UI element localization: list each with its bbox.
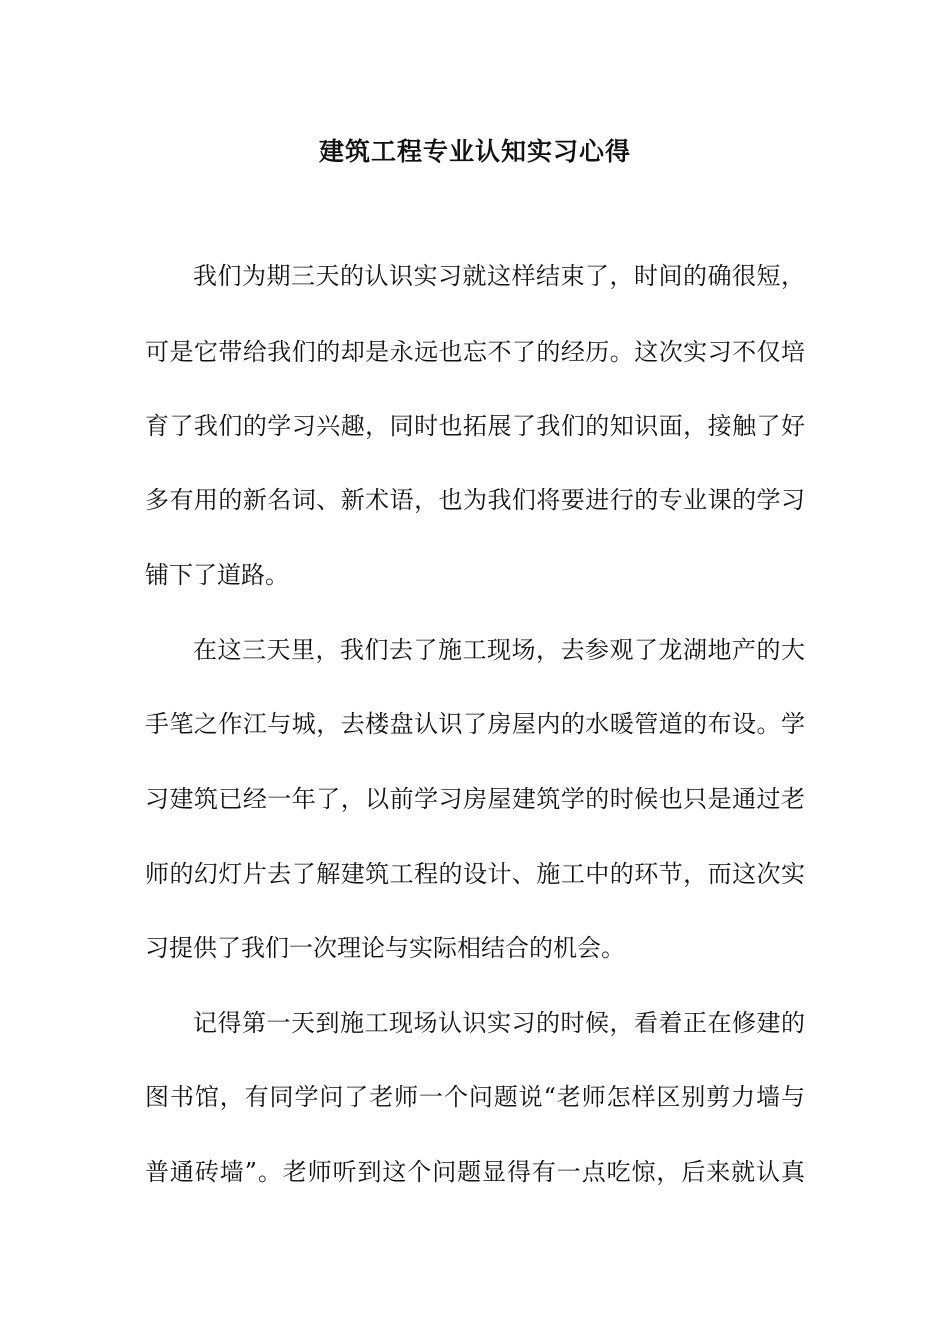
paragraph-1-line-1: 我们为期三天的认识实习就这样结束了，时间的确很短，: [193, 262, 805, 290]
paragraph-2-line-5: 习提供了我们一次理论与实际相结合的机会。: [145, 934, 625, 962]
paragraph-1-line-2: 可是它带给我们的却是永远也忘不了的经历。这次实习不仅培: [145, 338, 805, 366]
paragraph-3-line-1: 记得第一天到施工现场认识实习的时候，看着正在修建的: [193, 1009, 805, 1037]
paragraph-1-line-3: 育了我们的学习兴趣，同时也拓展了我们的知识面，接触了好: [145, 412, 805, 440]
paragraph-1-line-4: 多有用的新名词、新术语，也为我们将要进行的专业课的学习: [145, 486, 805, 514]
paragraph-3-line-2: 图书馆，有同学问了老师一个问题说“老师怎样区别剪力墙与: [145, 1083, 805, 1111]
paragraph-2-line-2: 手笔之作江与城，去楼盘认识了房屋内的水暖管道的布设。学: [145, 710, 805, 738]
paragraph-3-line-3: 普通砖墙”。老师听到这个问题显得有一点吃惊，后来就认真: [145, 1158, 805, 1186]
paragraph-1-line-5: 铺下了道路。: [145, 561, 289, 589]
paragraph-2-line-1: 在这三天里，我们去了施工现场，去参观了龙湖地产的大: [193, 636, 805, 664]
paragraph-2-line-3: 习建筑已经一年了，以前学习房屋建筑学的时候也只是通过老: [145, 785, 805, 813]
paragraph-2-line-4: 师的幻灯片去了解建筑工程的设计、施工中的环节，而这次实: [145, 860, 805, 888]
document-title: 建筑工程专业认知实习心得: [318, 137, 631, 166]
